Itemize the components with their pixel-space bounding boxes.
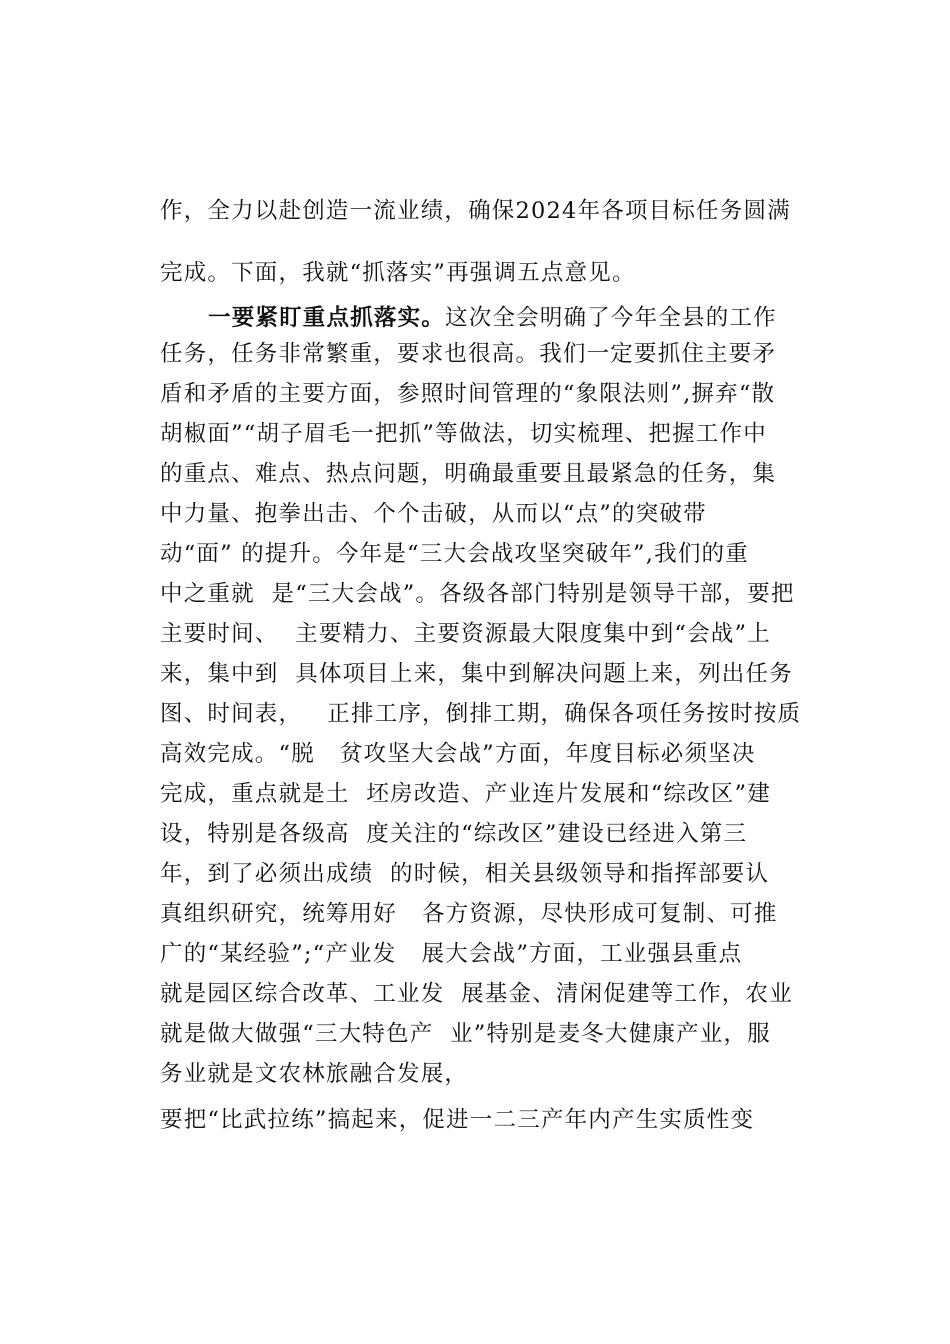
text-line-12: 图、时间表， 正排工序，倒排工期，确保各项任务按时按质 [160,701,802,727]
paragraph-heading-line [208,303,777,333]
text-line-21: 务业就是文农林旅融合发展， [160,1061,469,1087]
text-line-22: 要把“比武拉练”搞起来，促进一二三产年内产生实质性变 [160,1107,755,1133]
text-line-13: 高效完成。“脱 贫攻坚大会战”方面，年度目标必须坚决 [160,741,756,767]
text-line-10: 主要时间、 主要精力、主要资源最大限度集中到“会战”上 [160,621,771,647]
text-line-8: 动“面” 的提升。今年是“三大会战攻坚突破年”,我们的重 [160,541,749,567]
text-line-9: 中之重就 是“三大会战”。各级各部门特别是领导干部，要把 [160,581,795,607]
paragraph-heading-continuation: 这次全会明确了今年全县的工作 [445,305,777,331]
text-line-17: 真组织研究，统筹用好 各方资源，尽快形成可复制、可推 [160,901,778,927]
text-line-3: 任务，任务非常繁重，要求也很高。我们一定要抓住主要矛 [160,341,777,367]
text-line-5: 胡椒面”“胡子眉毛一把抓”等做法，切实梳理、把握工作中 [160,421,767,447]
text-line-6: 的重点、难点、热点问题，明确最重要且最紧急的任务，集 [160,461,777,487]
text-line-18: 广的“某经验”;“产业发 展大会战”方面，工业强县重点 [160,941,743,967]
paragraph-heading: 一要紧盯重点抓落实。 [208,305,446,331]
text-line-14: 完成，重点就是土 坯房改造、产业连片发展和“综改区”建 [160,781,771,807]
text-line-1: 作，全力以赴创造一流业绩，确保2024年各项目标任务圆满 [160,198,791,224]
text-line-20: 就是做大做强“三大特色产 业”特别是麦冬大健康产业，服 [160,1021,771,1047]
text-line-11: 来，集中到 具体项目上来，集中到解决问题上来，列出任务 [160,661,793,687]
text-line-2: 完成。下面，我就“抓落实”再强调五点意见。 [160,260,636,286]
text-line-15: 设，特别是各级高 度关注的“综改区”建设已经进入第三 [160,821,748,847]
text-line-16: 年，到了必须出成绩 的时候，相关县级领导和指挥部要认 [160,861,770,887]
text-line-19: 就是园区综合改革、工业发 展基金、清闲促建等工作，农业 [160,981,793,1007]
text-line-7: 中力量、抱拳出击、个个击破，从而以“点”的突破带 [160,501,707,527]
text-line-4: 盾和矛盾的主要方面，参照时间管理的“象限法则”,摒弃“散 [160,381,776,407]
